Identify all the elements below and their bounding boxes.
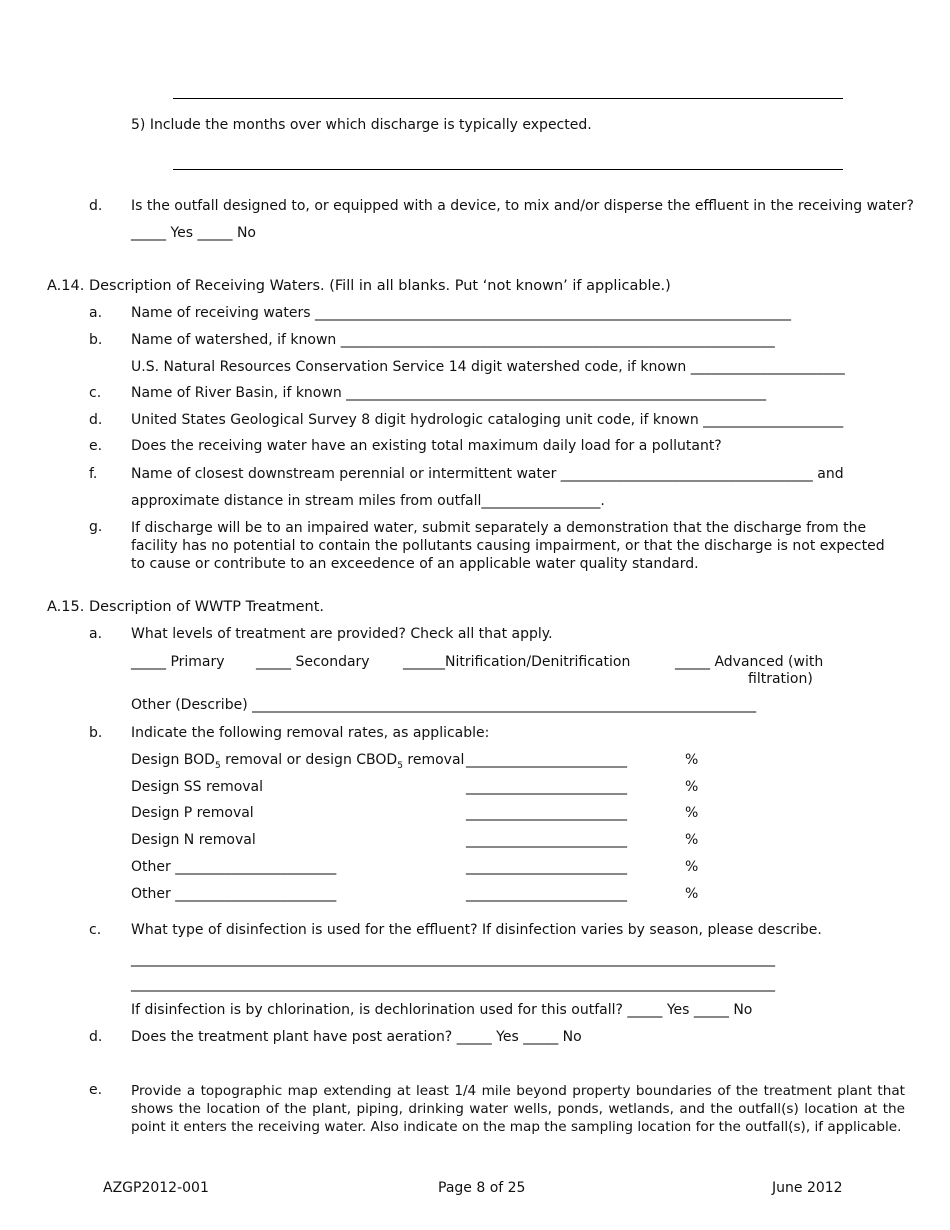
- watershed-code-field[interactable]: U.S. Natural Resources Conservation Service 14 digit watershed code, if known ______________________: [131, 359, 845, 375]
- downstream-water-field[interactable]: Name of closest downstream perennial or intermittent water ____________________________________ and: [131, 466, 844, 482]
- answer-line: [173, 169, 843, 170]
- item-letter: c.: [89, 922, 102, 938]
- item-letter: a.: [89, 626, 103, 642]
- stream-distance-field[interactable]: approximate distance in stream miles from outfall_________________.: [131, 493, 605, 509]
- footer-form-id: AZGP2012-001: [103, 1180, 209, 1196]
- item-letter: e.: [89, 1082, 103, 1098]
- other-removal-field-1[interactable]: _______________________: [466, 859, 627, 875]
- item-letter: d.: [89, 412, 103, 428]
- percent-label: %: [685, 832, 699, 848]
- other-removal-field-2[interactable]: _______________________: [466, 886, 627, 902]
- footer-page-number: Page 8 of 25: [438, 1180, 526, 1196]
- item-letter: e.: [89, 438, 103, 454]
- tmdl-question: Does the receiving water have an existing total maximum daily load for a pollutant?: [131, 438, 722, 454]
- answer-line: [173, 98, 843, 99]
- primary-option[interactable]: _____ Primary: [131, 654, 225, 670]
- removal-rates-question: Indicate the following removal rates, as applicable:: [131, 725, 490, 741]
- other-treatment-field[interactable]: Other (Describe) ________________________________________________________________________: [131, 697, 757, 713]
- river-basin-field[interactable]: Name of River Basin, if known ____________________________________________________________: [131, 385, 767, 401]
- other-removal-label-1[interactable]: Other _______________________: [131, 859, 337, 875]
- item-letter: g.: [89, 519, 103, 535]
- p-removal-label: Design P removal: [131, 805, 254, 821]
- disinfection-question: What type of disinfection is used for the effluent? If disinfection varies by season, please describe.: [131, 922, 822, 938]
- bod-removal-label: Design $BOD_5$ removal or design $CBOD_5$ removal: [131, 752, 465, 771]
- percent-label: %: [685, 886, 699, 902]
- post-aeration-question[interactable]: Does the treatment plant have post aeration? _____ Yes _____ No: [131, 1029, 582, 1045]
- percent-label: %: [685, 859, 699, 875]
- item-5-text: 5) Include the months over which discharge is typically expected.: [131, 117, 592, 133]
- impaired-water-paragraph: If discharge will be to an impaired water, submit separately a demonstration that the discharge from the facility has no potential to contain the pollutants causing impairment, or that the discharge is not expected to cause or contribute to an exceedence of an applicable water quality standard.: [131, 520, 885, 572]
- secondary-option[interactable]: _____ Secondary: [256, 654, 370, 670]
- receiving-waters-field[interactable]: Name of receiving waters ____________________________________________________________________: [131, 305, 791, 321]
- nitrification-option[interactable]: ______Nitrification/Denitrification: [403, 654, 631, 670]
- watershed-field[interactable]: Name of watershed, if known ______________________________________________________________: [131, 332, 775, 348]
- usgs-code-field[interactable]: United States Geological Survey 8 digit hydrologic cataloging unit code, if known ____________________: [131, 412, 844, 428]
- mixing-device-question: Is the outfall designed to, or equipped with a device, to mix and/or disperse the effluent in the receiving water?: [131, 198, 914, 214]
- percent-label: %: [685, 752, 699, 768]
- bod-removal-field[interactable]: _______________________: [466, 752, 627, 768]
- topographic-map-paragraph: Provide a topographic map extending at least 1/4 mile beyond property boundaries of the treatment plant that shows the location of the plant, piping, drinking water wells, ponds, wetlands, and the outfall(s) location at the point it enters the receiving water. Also indicate on the map the sampling location for the outfall(s), if applicable.: [131, 1083, 905, 1135]
- item-letter: c.: [89, 385, 102, 401]
- p-removal-field[interactable]: _______________________: [466, 805, 627, 821]
- percent-label: %: [685, 805, 699, 821]
- dechlorination-question[interactable]: If disinfection is by chlorination, is dechlorination used for this outfall? _____ Yes _____ No: [131, 1002, 753, 1018]
- other-removal-label-2[interactable]: Other _______________________: [131, 886, 337, 902]
- disinfection-answer-line-2[interactable]: ____________________________________________________________________________________________: [131, 976, 775, 992]
- section-a14-heading: A.14. Description of Receiving Waters. (Fill in all blanks. Put ‘not known’ if applicable.): [47, 278, 671, 294]
- mixing-device-answer[interactable]: _____ Yes _____ No: [131, 225, 256, 241]
- n-removal-label: Design N removal: [131, 832, 256, 848]
- advanced-option-continued: filtration): [748, 671, 813, 687]
- item-letter: d.: [89, 198, 103, 214]
- item-letter: b.: [89, 725, 103, 741]
- item-letter: d.: [89, 1029, 103, 1045]
- footer-date: June 2012: [772, 1180, 843, 1196]
- item-letter: b.: [89, 332, 103, 348]
- n-removal-field[interactable]: _______________________: [466, 832, 627, 848]
- item-letter: f.: [89, 466, 98, 482]
- advanced-option[interactable]: _____ Advanced (with: [675, 654, 824, 670]
- ss-removal-label: Design SS removal: [131, 779, 264, 795]
- percent-label: %: [685, 779, 699, 795]
- treatment-levels-question: What levels of treatment are provided? Check all that apply.: [131, 626, 553, 642]
- section-a15-heading: A.15. Description of WWTP Treatment.: [47, 599, 324, 615]
- ss-removal-field[interactable]: _______________________: [466, 779, 627, 795]
- item-letter: a.: [89, 305, 103, 321]
- disinfection-answer-line-1[interactable]: ____________________________________________________________________________________________: [131, 951, 775, 967]
